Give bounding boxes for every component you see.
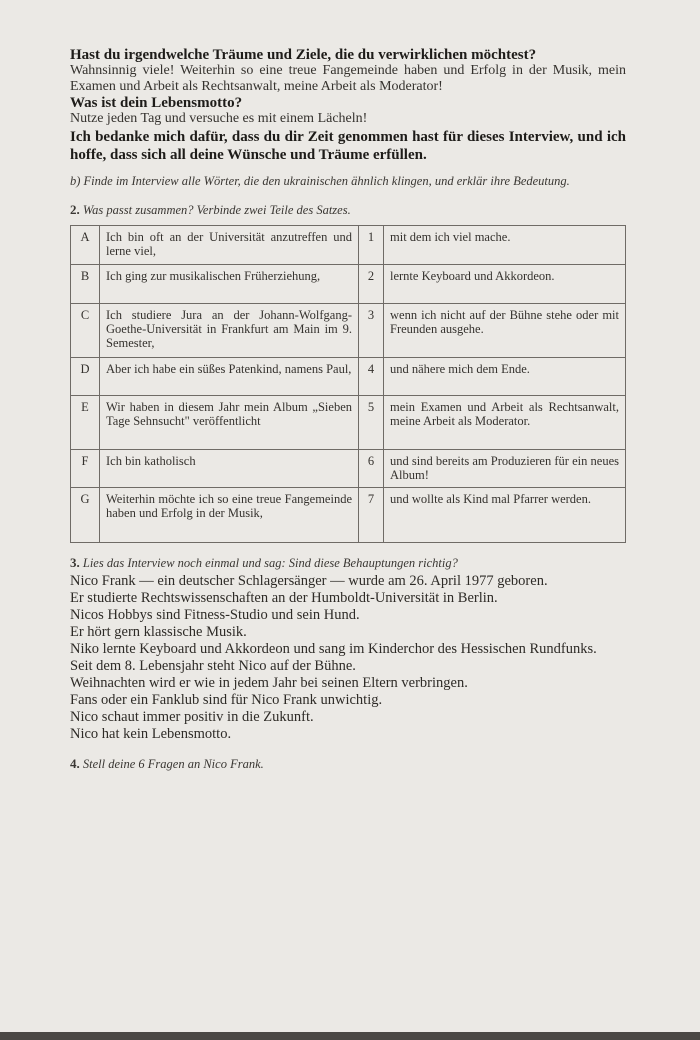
sentence-end: mit dem ich viel mache.	[384, 226, 626, 265]
row-number: 7	[359, 488, 384, 543]
sentence-start: Ich ging zur musikalischen Früherziehung,	[100, 265, 359, 304]
sentence-start: Wir haben in diesem Jahr mein Album „Sieben Tage Sehnsucht" veröffentlicht	[100, 396, 359, 450]
matching-table	[70, 225, 626, 543]
interview-question-motto: Was ist dein Lebensmotto?	[70, 95, 243, 111]
page-bottom-edge	[0, 1032, 700, 1040]
sentence-end: und wollte als Kind mal Pfarrer werden.	[384, 488, 626, 543]
task-b-instruction: b) Finde im Interview alle Wörter, die den ukrainischen ähnlich klingen, und erklär ihre Bedeutung.	[70, 174, 570, 188]
row-number: 3	[359, 304, 384, 358]
statement: Nicos Hobbys sind Fitness-Studio und sein Hund.	[70, 607, 360, 623]
sentence-end: mein Examen und Arbeit als Rechtsanwalt, meine Arbeit als Moderator.	[384, 396, 626, 450]
row-number: 5	[359, 396, 384, 450]
row-number: 4	[359, 358, 384, 396]
statement: Er studierte Rechtswissenschaften an der Humboldt-Universität in Berlin.	[70, 590, 498, 606]
row-letter: G	[71, 488, 100, 543]
task2-heading	[70, 202, 626, 218]
page-content	[70, 47, 626, 772]
table-row	[71, 358, 626, 396]
table-row	[71, 488, 626, 543]
sentence-end: wenn ich nicht auf der Bühne stehe oder mit Freunden ausgehe.	[384, 304, 626, 358]
task4-heading	[70, 756, 626, 772]
row-letter: B	[71, 265, 100, 304]
task4-number: 4.	[70, 756, 80, 771]
sentence-start: Ich bin oft an der Universität anzutreffen und lerne viel,	[100, 226, 359, 265]
statement: Weihnachten wird er wie in jedem Jahr bei seinen Eltern verbringen.	[70, 675, 468, 691]
row-number: 6	[359, 450, 384, 488]
row-letter: F	[71, 450, 100, 488]
sentence-start: Aber ich habe ein süßes Patenkind, namens Paul,	[100, 358, 359, 396]
statement: Nico schaut immer positiv in die Zukunft.	[70, 709, 314, 725]
row-letter: A	[71, 226, 100, 265]
task3-number: 3.	[70, 555, 80, 570]
task2-instruction: Was passt zusammen? Verbinde zwei Teile des Satzes.	[82, 203, 351, 217]
row-letter: E	[71, 396, 100, 450]
sentence-start: Weiterhin möchte ich so eine treue Fangemeinde haben und Erfolg in der Musik,	[100, 488, 359, 543]
sentence-end: und nähere mich dem Ende.	[384, 358, 626, 396]
interview-answer-dreams: Wahnsinnig viele! Weiterhin so eine treue Fangemeinde haben und Erfolg in der Musik, mein Examen und Arbeit als Rechtsanwalt, meine Arbeit als Moderator!	[70, 63, 626, 94]
matching-table-body	[71, 226, 626, 543]
statement: Fans oder ein Fanklub sind für Nico Frank unwichtig.	[70, 692, 383, 708]
row-number: 2	[359, 265, 384, 304]
task3-heading	[70, 555, 626, 571]
interview-question-dreams: Hast du irgendwelche Träume und Ziele, die du verwirklichen möchtest?	[70, 47, 537, 63]
table-row	[71, 226, 626, 265]
row-letter: C	[71, 304, 100, 358]
statement: Nico hat kein Lebensmotto.	[70, 726, 232, 742]
statement: Niko lernte Keyboard und Akkordeon und sang im Kinderchor des Hessischen Rundfunks.	[70, 641, 597, 657]
statement: Er hört gern klassische Musik.	[70, 624, 247, 640]
table-row	[71, 450, 626, 488]
statement: Seit dem 8. Lebensjahr steht Nico auf der Bühne.	[70, 658, 356, 674]
row-number: 1	[359, 226, 384, 265]
sentence-end: lernte Keyboard und Akkordeon.	[384, 265, 626, 304]
interview-answer-motto: Nutze jeden Tag und versuche es mit einem Lächeln!	[70, 111, 368, 126]
table-row	[71, 304, 626, 358]
table-row	[71, 265, 626, 304]
task4-instruction: Stell deine 6 Fragen an Nico Frank.	[82, 757, 264, 771]
task3-instruction: Lies das Interview noch einmal und sag: Sind diese Behauptungen richtig?	[82, 556, 458, 570]
sentence-start: Ich bin katholisch	[100, 450, 359, 488]
interview-closing: Ich bedanke mich dafür, dass du dir Zeit genommen hast für dieses Interview, und ich hoffe, dass sich all deine Wünsche und Träume erfüllen.	[70, 129, 626, 163]
table-row	[71, 396, 626, 450]
statement: Nico Frank — ein deutscher Schlagersänger — wurde am 26. April 1977 geboren.	[70, 573, 548, 589]
task2-number: 2.	[70, 202, 80, 217]
sentence-end: und sind bereits am Produzieren für ein neues Album!	[384, 450, 626, 488]
statements-list	[70, 573, 626, 743]
row-letter: D	[71, 358, 100, 396]
sentence-start: Ich studiere Jura an der Johann-Wolfgang-Goethe-Universität in Frankfurt am Main im 9. Semester,	[100, 304, 359, 358]
